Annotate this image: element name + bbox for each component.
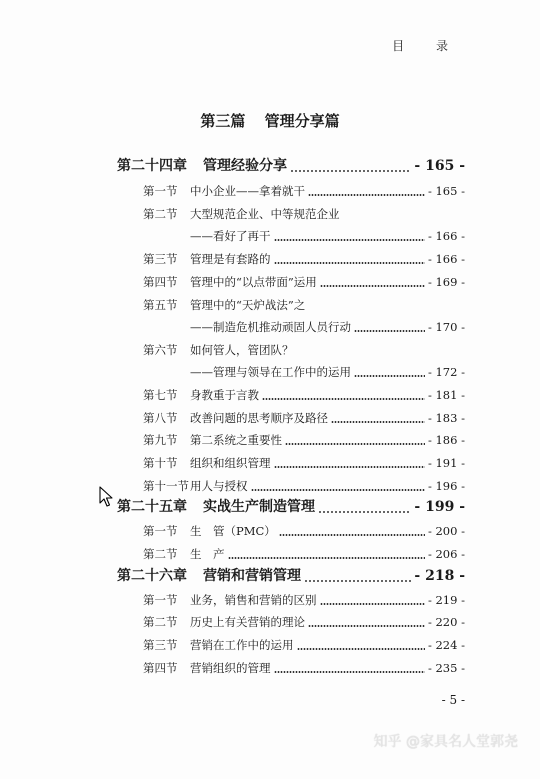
toc-section-row [0, 408, 540, 428]
toc-entry-title: 营销在工作中的运用 [190, 638, 294, 652]
toc-entry-title: 管理是有套路的 [190, 252, 271, 266]
toc-entry-title: 改善问题的思考顺序及路径 [190, 411, 328, 425]
dot-leader [274, 671, 425, 673]
toc-entry-page: - 165 - [427, 184, 465, 198]
dot-leader [274, 262, 425, 264]
dot-leader [304, 580, 411, 582]
toc-section-row [0, 204, 540, 224]
toc-entry-number: 第四节 [143, 275, 178, 289]
toc-entry-title: 中小企业——拿着就干 [190, 184, 305, 198]
toc-entry-title: ——看好了再干 [190, 229, 271, 243]
dot-leader [290, 170, 411, 172]
toc-section-row [0, 340, 540, 360]
toc-section-row [0, 521, 540, 541]
toc-section-row [0, 181, 540, 201]
toc-entry-page: - 200 - [427, 524, 465, 538]
toc-entry-page: - 196 - [427, 479, 465, 493]
toc-entry-title: 营销组织的管理 [190, 661, 271, 675]
toc-chapter-row [0, 566, 540, 586]
dot-leader [285, 443, 425, 445]
dot-leader [320, 285, 425, 287]
page-number: - 5 - [441, 693, 465, 707]
toc-chapter-row [0, 497, 540, 517]
dot-leader [279, 534, 425, 536]
toc-entry-page: - 170 - [427, 320, 465, 334]
dot-leader [274, 466, 425, 468]
toc-chapter-row [0, 156, 540, 176]
toc-section-row [0, 453, 540, 473]
toc-section-row [0, 635, 540, 655]
toc-entry-number: 第二节 [143, 547, 178, 561]
toc-section-row [0, 590, 540, 610]
toc-entry-number: 第二节 [143, 207, 178, 221]
toc-section-row [0, 295, 540, 315]
toc-section-row [0, 272, 540, 292]
toc-entry-number: 第八节 [143, 411, 178, 425]
toc-entry-title: 用人与授权 [190, 479, 248, 493]
toc-entry-title: 生 产 [190, 547, 225, 561]
toc-entry-number: 第二节 [143, 615, 178, 629]
toc-section-row [0, 430, 540, 450]
toc-entry-title: 管理中的“天炉战法”之 [190, 298, 306, 312]
toc-entry-title: 组织和组织管理 [190, 456, 271, 470]
toc-entry-page: - 186 - [427, 433, 465, 447]
toc-entry-title: 第二系统之重要性 [190, 433, 282, 447]
toc-entry-title: 生 管（PMC） [190, 524, 276, 538]
toc-section-row [0, 612, 540, 632]
dot-leader [308, 625, 425, 627]
toc-entry-page: - 199 - [414, 499, 465, 515]
toc-entry-page: - 218 - [414, 568, 465, 584]
toc-entry-title: 实战生产制造管理 [203, 499, 315, 515]
part-number: 第三篇 [200, 112, 246, 130]
toc-section-row [0, 385, 540, 405]
dot-leader [308, 194, 425, 196]
toc-entry-number: 第四节 [143, 661, 178, 675]
toc-entry-page: - 165 - [414, 158, 465, 174]
toc-entry-number: 第二十六章 [117, 568, 187, 584]
toc-entry-number: 第二十五章 [117, 499, 187, 515]
toc-entry-page: - 235 - [427, 661, 465, 675]
toc-entry-page: - 220 - [427, 615, 465, 629]
toc-entry-number: 第一节 [143, 184, 178, 198]
toc-entry-page: - 181 - [427, 388, 465, 402]
toc-section-row [0, 476, 540, 496]
toc-entry-number: 第一节 [143, 593, 178, 607]
dot-leader [331, 421, 425, 423]
toc-entry-page: - 206 - [427, 547, 465, 561]
toc-entry-number: 第七节 [143, 388, 178, 402]
toc-section-row [0, 362, 540, 382]
toc-entry-page: - 166 - [427, 252, 465, 266]
toc-entry-title: 管理中的“以点带面”运用 [190, 275, 317, 289]
dot-leader [320, 603, 425, 605]
dot-leader [251, 489, 425, 491]
toc-section-row [0, 658, 540, 678]
toc-section-row [0, 226, 540, 246]
toc-entry-number: 第三节 [143, 252, 178, 266]
toc-entry-number: 第十节 [143, 456, 178, 470]
toc-entry-title: ——管理与领导在工作中的运用 [190, 365, 351, 379]
toc-entry-title: ——制造危机推动顽固人员行动 [190, 320, 351, 334]
dot-leader [297, 648, 425, 650]
toc-entry-page: - 169 - [427, 275, 465, 289]
toc-entry-number: 第十一节 [143, 479, 189, 493]
toc-section-row [0, 544, 540, 564]
toc-entry-number: 第六节 [143, 343, 178, 357]
toc-entry-number: 第五节 [143, 298, 178, 312]
watermark: 知乎 @家具名人堂郭尧 [373, 734, 518, 750]
toc-entry-page: - 224 - [427, 638, 465, 652]
running-head: 目 录 [392, 39, 462, 53]
toc-entry-page: - 172 - [427, 365, 465, 379]
toc-entry-number: 第二十四章 [117, 158, 187, 174]
dot-leader [228, 557, 425, 559]
toc-entry-title: 身教重于言教 [190, 388, 259, 402]
dot-leader [274, 239, 425, 241]
toc-section-row [0, 317, 540, 337]
toc-entry-number: 第一节 [143, 524, 178, 538]
toc-section-row [0, 249, 540, 269]
toc-entry-title: 管理经验分享 [203, 158, 287, 174]
toc-entry-page: - 183 - [427, 411, 465, 425]
toc-entry-number: 第三节 [143, 638, 178, 652]
toc-entry-title: 如何管人，管团队？ [190, 343, 294, 357]
toc-entry-page: - 219 - [427, 593, 465, 607]
dot-leader [262, 398, 425, 400]
part-name: 管理分享篇 [264, 112, 340, 130]
dot-leader [354, 330, 425, 332]
toc-entry-title: 业务，销售和营销的区别 [190, 593, 317, 607]
toc-entry-title: 历史上有关营销的理论 [190, 615, 305, 629]
dot-leader [318, 511, 411, 513]
toc-entry-title: 营销和营销管理 [203, 568, 301, 584]
dot-leader [354, 375, 425, 377]
toc-entry-number: 第九节 [143, 433, 178, 447]
toc-entry-page: - 166 - [427, 229, 465, 243]
arrow-cursor-icon [99, 486, 113, 508]
toc-entry-page: - 191 - [427, 456, 465, 470]
toc-entry-title: 大型规范企业、中等规范企业 [190, 207, 340, 221]
